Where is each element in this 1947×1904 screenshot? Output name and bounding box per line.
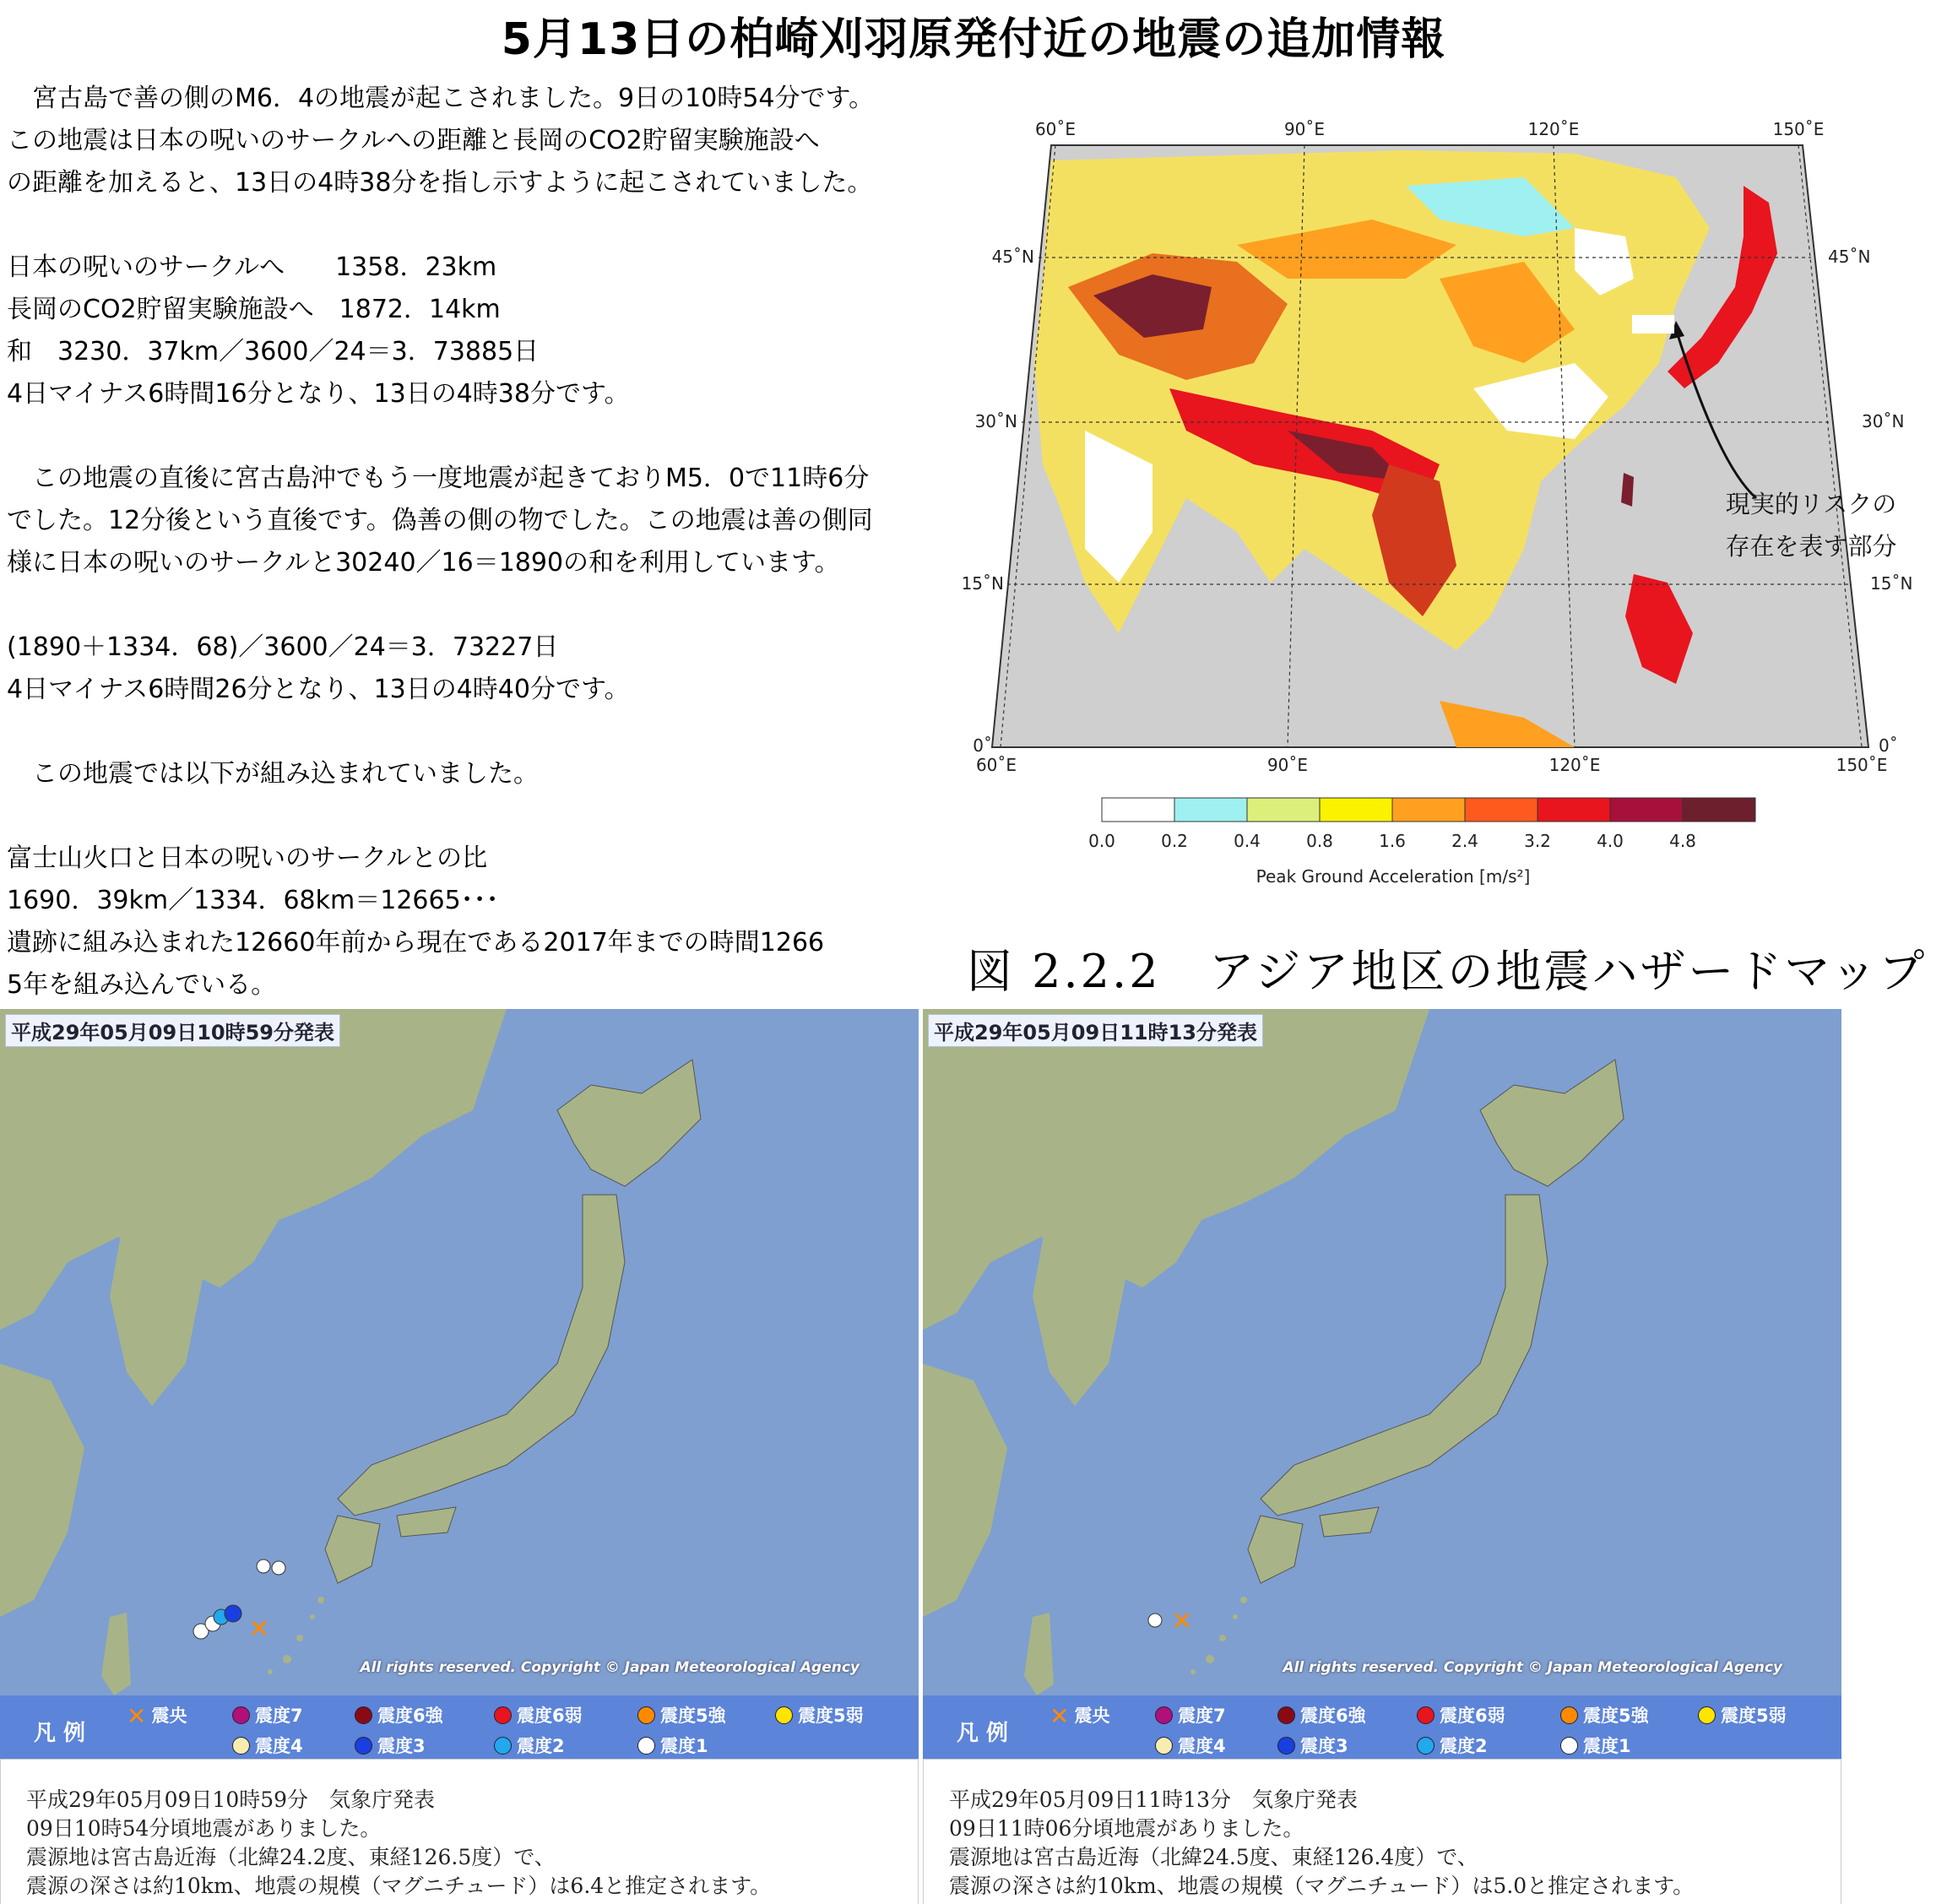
intensity-marker bbox=[272, 1561, 285, 1575]
scale-tick-label: 1.6 bbox=[1379, 831, 1406, 851]
intensity-marker bbox=[257, 1560, 270, 1573]
info-line: 平成29年05月09日10時59分 気象庁発表 bbox=[26, 1787, 436, 1812]
jma-map-1 bbox=[0, 1009, 919, 1695]
intensity-dot-icon bbox=[232, 1706, 250, 1724]
info-line: 震源の深さは約10km、地震の規模（マグニチュード）は6.4と推定されます。 bbox=[26, 1874, 772, 1898]
info-line: 震源地は宮古島近海（北緯24.2度、東経126.5度）で、 bbox=[26, 1845, 556, 1869]
lat-label: 30˚N bbox=[974, 411, 1017, 431]
info-line: 震源地は宮古島近海（北緯24.5度、東経126.4度）で、 bbox=[949, 1845, 1478, 1869]
figure-caption: 図 2.2.2 アジア地区の地震ハザードマップ bbox=[967, 945, 1928, 998]
body-line bbox=[7, 795, 927, 838]
legend-item: 震度4 bbox=[232, 1733, 303, 1758]
body-line: でした。12分後という直後です。偽善の側の物でした。この地震は善の側同 bbox=[7, 506, 873, 535]
lon-label: 60˚E bbox=[1034, 119, 1077, 139]
epicenter-icon: ✕ bbox=[1171, 1607, 1193, 1636]
scale-swatch bbox=[1538, 798, 1610, 822]
legend-item: 震度1 bbox=[1560, 1733, 1631, 1758]
intensity-dot-icon bbox=[1698, 1706, 1716, 1724]
intensity-marker bbox=[225, 1605, 241, 1622]
intensity-dot-icon bbox=[637, 1706, 655, 1724]
lon-label: 150˚E bbox=[1836, 755, 1888, 775]
legend-label: 凡 例 bbox=[957, 1721, 1009, 1746]
scale-tick-label: 0.2 bbox=[1161, 831, 1188, 851]
lon-label: 90˚E bbox=[1266, 755, 1309, 775]
scale-swatch bbox=[1320, 798, 1392, 822]
jma-map-2 bbox=[923, 1009, 1841, 1695]
lat-label: 30˚N bbox=[1862, 411, 1905, 431]
body-line: (1890＋1334．68)／3600／24＝3．73227日 bbox=[7, 632, 559, 662]
legend bbox=[923, 1695, 1841, 1759]
scale-tick-label: 2.4 bbox=[1451, 831, 1478, 851]
scale-tick-label: 4.0 bbox=[1597, 831, 1624, 851]
info-box bbox=[923, 1759, 1841, 1904]
intensity-dot-icon bbox=[1417, 1737, 1434, 1755]
scale-swatch bbox=[1683, 798, 1755, 822]
epicenter-icon: ✕ bbox=[248, 1614, 270, 1644]
lon-label: 90˚E bbox=[1283, 119, 1326, 139]
lon-label: 60˚E bbox=[975, 755, 1017, 775]
page-title: 5月13日の柏崎刈羽原発付近の地震の追加情報 bbox=[501, 14, 1446, 65]
body-line: 4日マイナス6時間16分となり、13日の4時38分です。 bbox=[7, 379, 630, 409]
body-line: の距離を加えると、13日の4時38分を指し示すように起こされていました。 bbox=[7, 168, 873, 198]
intensity-dot-icon bbox=[355, 1737, 372, 1755]
intensity-dot-icon bbox=[1155, 1737, 1173, 1755]
lon-label: 150˚E bbox=[1772, 119, 1825, 139]
epicenter-icon: ✕ bbox=[127, 1702, 147, 1730]
info-line: 平成29年05月09日11時13分 気象庁発表 bbox=[949, 1787, 1359, 1812]
body-line: 4日マイナス6時間26分となり、13日の4時40分です。 bbox=[7, 675, 630, 704]
intensity-dot-icon bbox=[1560, 1706, 1578, 1724]
body-line bbox=[7, 204, 927, 247]
intensity-dot-icon bbox=[494, 1706, 512, 1724]
legend-item: 震度7 bbox=[1155, 1702, 1226, 1728]
body-line: 日本の呪いのサークルへ 1358．23km bbox=[7, 252, 497, 282]
lat-label: 0˚ bbox=[973, 735, 992, 756]
lat-label: 45˚N bbox=[1828, 247, 1871, 267]
legend-item: 震度2 bbox=[1417, 1733, 1488, 1758]
legend-label: 凡 例 bbox=[34, 1721, 86, 1746]
lat-label: 0˚ bbox=[1879, 735, 1898, 756]
body-line: 1690．39km／1334．68km＝12665･･･ bbox=[7, 886, 499, 915]
body-line: 長岡のCO2貯留実験施設へ 1872．14km bbox=[7, 295, 501, 324]
body-line: 5年を組み込んでいる。 bbox=[7, 970, 277, 1000]
jma-map-panel-1 bbox=[0, 1009, 919, 1904]
intensity-dot-icon bbox=[1560, 1737, 1578, 1755]
timestamp: 平成29年05月09日11時13分発表 bbox=[928, 1014, 1263, 1047]
jma-map-panel-2 bbox=[923, 1009, 1841, 1904]
intensity-dot-icon bbox=[494, 1737, 512, 1755]
legend-item: 震度5強 bbox=[637, 1702, 726, 1728]
body-text bbox=[7, 78, 927, 1006]
intensity-dot-icon bbox=[1417, 1706, 1434, 1724]
intensity-dot-icon bbox=[1277, 1706, 1295, 1724]
hazard-map bbox=[933, 110, 1947, 899]
scale-label: Peak Ground Acceleration [m/s²] bbox=[1256, 866, 1531, 887]
legend-epicenter: ✕ 震央 bbox=[1049, 1702, 1110, 1730]
intensity-dot-icon bbox=[637, 1737, 655, 1755]
lat-label: 45˚N bbox=[991, 247, 1034, 267]
legend-item: 震度6強 bbox=[355, 1702, 443, 1728]
info-line: 09日10時54分頃地震がありました。 bbox=[26, 1816, 382, 1841]
intensity-dot-icon bbox=[355, 1706, 372, 1724]
annotation-marker bbox=[1632, 315, 1674, 334]
body-line: この地震では以下が組み込まれていました。 bbox=[7, 759, 539, 789]
timestamp: 平成29年05月09日10時59分発表 bbox=[5, 1014, 340, 1047]
info-box bbox=[0, 1759, 919, 1904]
body-line bbox=[7, 711, 927, 753]
intensity-marker bbox=[1148, 1614, 1162, 1627]
body-line: 富士山火口と日本の呪いのサークルとの比 bbox=[7, 844, 488, 873]
legend-item: 震度3 bbox=[1277, 1733, 1348, 1758]
body-line bbox=[7, 415, 927, 458]
lat-label: 15˚N bbox=[1870, 573, 1913, 594]
scale-swatch bbox=[1465, 798, 1538, 822]
scale-tick-label: 0.4 bbox=[1234, 831, 1261, 851]
legend-item: 震度7 bbox=[232, 1702, 303, 1728]
body-line: 和 3230．37km／3600／24＝3．73885日 bbox=[7, 337, 540, 366]
scale-swatch bbox=[1247, 798, 1320, 822]
legend-item: 震度1 bbox=[637, 1733, 708, 1758]
intensity-dot-icon bbox=[232, 1737, 250, 1755]
body-line: 様に日本の呪いのサークルと30240／16＝1890の和を利用しています。 bbox=[7, 548, 840, 578]
body-line: 遺跡に組み込まれた12660年前から現在である2017年までの時間1266 bbox=[7, 928, 825, 957]
color-scale bbox=[1088, 798, 1755, 851]
scale-swatch bbox=[1174, 798, 1247, 822]
intensity-dot-icon bbox=[775, 1706, 793, 1724]
scale-swatch bbox=[1392, 798, 1465, 822]
scale-swatch bbox=[1610, 798, 1683, 822]
scale-tick-label: 0.8 bbox=[1306, 831, 1333, 851]
info-line: 09日11時06分頃地震がありました。 bbox=[949, 1816, 1304, 1841]
lon-label: 120˚E bbox=[1527, 119, 1580, 139]
copyright: All rights reserved. Copyright © Japan Meteorological Agency bbox=[1283, 1659, 1782, 1676]
copyright: All rights reserved. Copyright © Japan Meteorological Agency bbox=[360, 1659, 860, 1676]
intensity-dot-icon bbox=[1277, 1737, 1295, 1755]
annotation-text: 現実的リスクの bbox=[1725, 490, 1897, 518]
legend-item: 震度5弱 bbox=[775, 1702, 864, 1728]
lat-label: 15˚N bbox=[961, 573, 1004, 594]
info-line: 震源の深さは約10km、地震の規模（マグニチュード）は5.0と推定されます。 bbox=[949, 1874, 1695, 1898]
legend-item: 震度6強 bbox=[1277, 1702, 1366, 1728]
legend-item: 震度6弱 bbox=[494, 1702, 583, 1728]
lon-label: 120˚E bbox=[1548, 755, 1601, 775]
legend bbox=[0, 1695, 919, 1759]
body-line: 宮古島で善の側のM6．4の地震が起こされました。9日の10時54分です。 bbox=[7, 84, 875, 113]
legend-item: 震度5強 bbox=[1560, 1702, 1649, 1728]
body-line: この地震の直後に宮古島沖でもう一度地震が起きておりM5．0で11時6分 bbox=[7, 464, 870, 493]
scale-swatch bbox=[1102, 798, 1174, 822]
legend-item: 震度5弱 bbox=[1698, 1702, 1787, 1728]
legend-item: 震度3 bbox=[355, 1733, 426, 1758]
legend-item: 震度2 bbox=[494, 1733, 565, 1758]
legend-item: 震度6弱 bbox=[1417, 1702, 1505, 1728]
body-line: この地震は日本の呪いのサークルへの距離と長岡のCO2貯留実験施設へ bbox=[7, 126, 820, 155]
intensity-dot-icon bbox=[1155, 1706, 1173, 1724]
scale-tick-label: 4.8 bbox=[1669, 831, 1696, 851]
annotation-text: 存在を表す部分 bbox=[1725, 532, 1897, 561]
hazard-map-figure bbox=[933, 110, 1947, 899]
body-line bbox=[7, 584, 927, 627]
legend-item: 震度4 bbox=[1155, 1733, 1226, 1758]
legend-epicenter: ✕ 震央 bbox=[127, 1702, 187, 1730]
scale-tick-label: 3.2 bbox=[1524, 831, 1551, 851]
epicenter-icon: ✕ bbox=[1049, 1702, 1070, 1730]
scale-tick-label: 0.0 bbox=[1088, 831, 1115, 851]
